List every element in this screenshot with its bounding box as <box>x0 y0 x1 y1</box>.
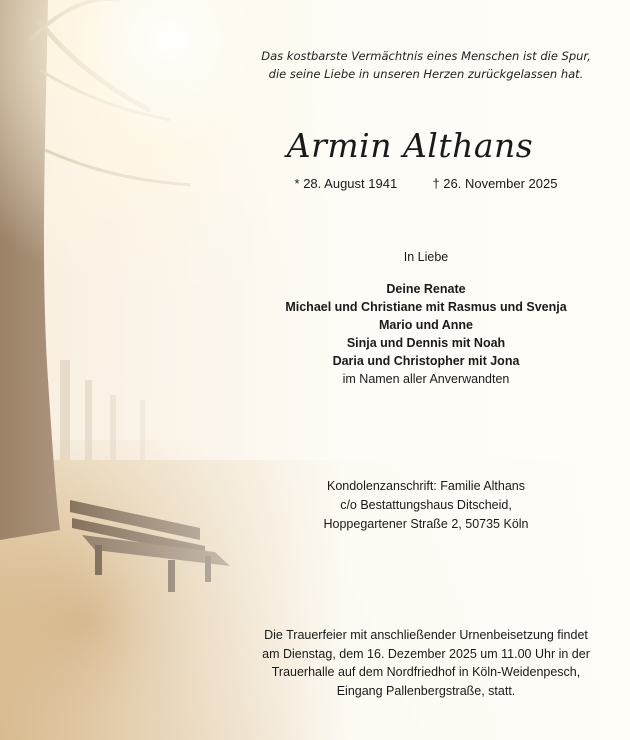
in-love-heading: In Liebe <box>403 250 449 264</box>
memorial-quote <box>230 47 622 83</box>
address-line: c/o Bestattungshaus Ditscheid, <box>340 498 512 512</box>
mourner-line: Daria und Christopher mit Jona <box>332 354 520 368</box>
relatives-note: im Namen aller Anverwandten <box>342 372 510 386</box>
mourner-line: Michael und Christiane mit Rasmus und Svenja <box>285 300 567 314</box>
mourner-line: Mario und Anne <box>379 318 473 332</box>
mourner-line: Sinja und Dennis mit Noah <box>346 336 506 350</box>
death-date: † 26. November 2025 <box>432 176 558 191</box>
quote-line: die seine Liebe in unseren Herzen zurückgelassen hat. <box>268 67 584 81</box>
mourner-line: Deine Renate <box>386 282 466 296</box>
ceremony-line: Trauerhalle auf dem Nordfriedhof in Köln-Weidenpesch, <box>271 665 581 679</box>
ceremony-line: Die Trauerfeier mit anschließender Urnenbeisetzung findet <box>264 628 588 642</box>
mourners-list <box>230 280 622 388</box>
ceremony-details <box>230 626 622 700</box>
condolence-address <box>230 477 622 534</box>
address-line: Hoppegartener Straße 2, 50735 Köln <box>323 517 529 531</box>
life-dates <box>230 175 622 193</box>
birth-date: * 28. August 1941 <box>294 176 398 191</box>
address-line: Kondolenzanschrift: Familie Althans <box>326 479 526 493</box>
ceremony-line: Eingang Pallenbergstraße, statt. <box>336 683 516 698</box>
deceased-name: Armin Althans <box>286 126 534 165</box>
ceremony-line: am Dienstag, dem 16. Dezember 2025 um 11.00 Uhr in der <box>262 646 590 661</box>
quote-line: Das kostbarste Vermächtnis eines Menschen ist die Spur, <box>261 49 591 63</box>
